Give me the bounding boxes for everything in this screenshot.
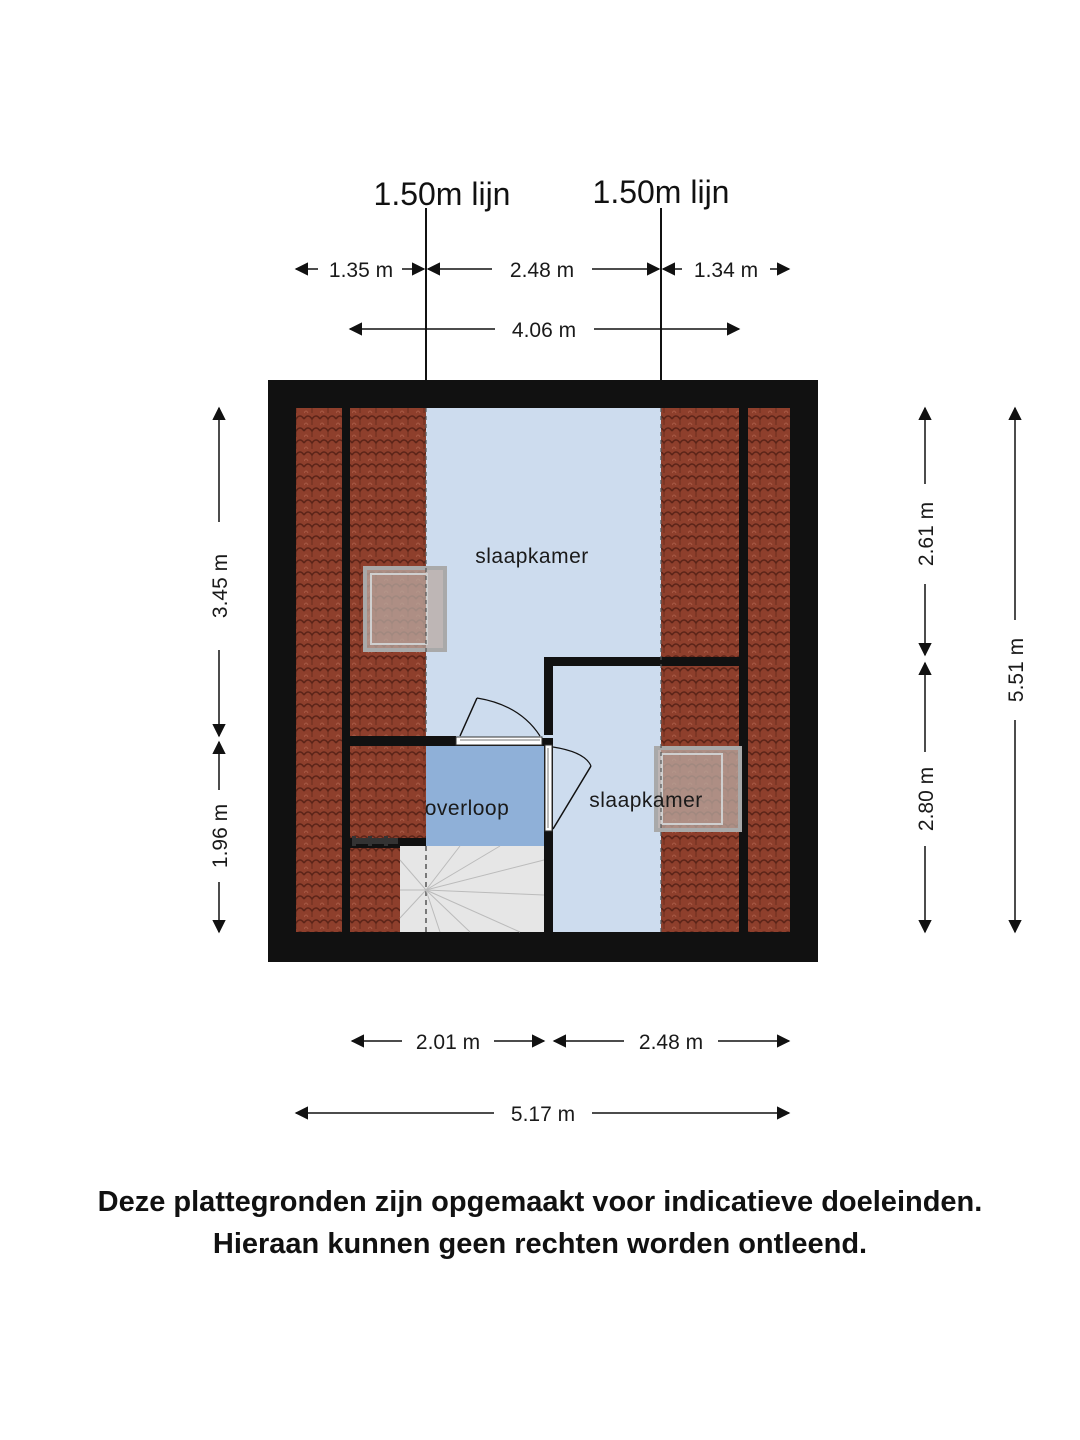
landing-area (426, 746, 544, 846)
dimension-left-lower (209, 742, 232, 932)
dimension-label-top-right: 1.34 m (693, 259, 759, 282)
dimension-bottom-left (352, 1031, 544, 1054)
roof-slope-far-left (296, 408, 342, 932)
roof-slope-left-bottom (350, 848, 400, 932)
dimension-label-bottom-total: 5.17 m (510, 1103, 576, 1126)
interior-wall-vertical-left (342, 408, 350, 932)
room-label-landing: overloop (424, 797, 510, 820)
room-label-bedroom-main: slaapkamer (475, 545, 589, 568)
disclaimer-line-1: Deze plattegronden zijn opgemaakt voor indicatieve doeleinden. (97, 1186, 983, 1218)
dimension-right-lower (915, 663, 938, 932)
dimension-label-left-upper: 3.45 m (209, 553, 232, 619)
roof-slope-left-lower (350, 746, 426, 838)
dimension-label-right-upper: 2.61 m (915, 501, 938, 567)
dimension-right-total (1005, 408, 1028, 932)
dimension-label-top-left: 1.35 m (328, 259, 394, 282)
dimension-label-top-total: 4.06 m (511, 319, 577, 342)
staircase (400, 846, 544, 932)
height-line-label-left: 1.50m lijn (373, 176, 511, 212)
height-line-label-right: 1.50m lijn (592, 174, 730, 210)
dimension-right-upper (915, 408, 938, 655)
dimension-label-right-lower: 2.80 m (915, 766, 938, 832)
dimension-top-total (350, 319, 739, 342)
dimension-left-upper (209, 408, 232, 736)
dimension-label-right-total: 5.51 m (1005, 637, 1028, 703)
dimension-bottom-right (554, 1031, 789, 1054)
skylight-left (365, 568, 445, 650)
dimension-top-mid (428, 259, 659, 282)
dimension-top-left (296, 259, 424, 282)
interior-wall-bedroom-top (544, 657, 739, 666)
interior-wall-vertical-right (739, 408, 748, 932)
dimension-bottom-total (296, 1103, 789, 1126)
interior-wall-bedroom-side-lower (544, 832, 553, 932)
dimension-label-left-lower: 1.96 m (209, 803, 232, 869)
dimension-label-top-mid: 2.48 m (509, 259, 575, 282)
room-label-bedroom-small: slaapkamer (589, 789, 703, 812)
dimension-label-bottom-right: 2.48 m (638, 1031, 704, 1054)
disclaimer-line-2: Hieraan kunnen geen rechten worden ontleend. (212, 1228, 868, 1260)
roof-slope-right (661, 408, 739, 932)
interior-wall-bedroom-side (544, 657, 553, 735)
roof-slope-far-right (748, 408, 790, 932)
dimension-top-right (663, 259, 789, 282)
dimension-label-bottom-left: 2.01 m (415, 1031, 481, 1054)
interior-wall-landing-top (350, 736, 456, 746)
